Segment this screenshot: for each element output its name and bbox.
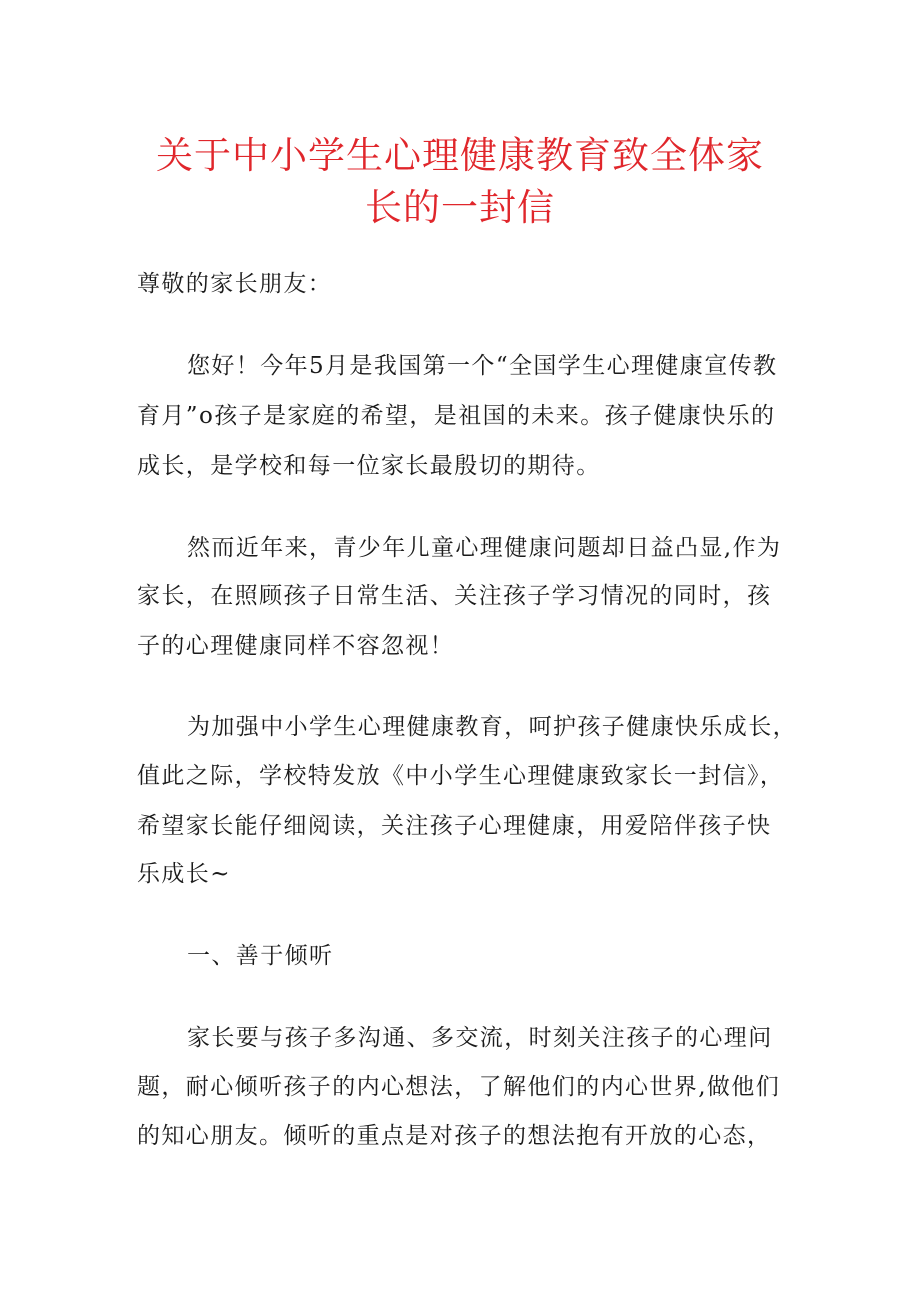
paragraph-5-line-1: 家长要与孩子多沟通、多交流，时刻关注孩子的心理问 [187, 1025, 773, 1051]
paragraph-5-line-3: 的知心朋友。倾听的重点是对孩子的想法抱有开放的心态， [137, 1123, 772, 1149]
paragraph-3-line-4: 乐成长~ [137, 861, 231, 887]
paragraph-2-line-1: 然而近年来，青少年儿童心理健康问题却日益凸显,作为 [187, 535, 782, 561]
paragraph-5-line-2: 题，耐心倾听孩子的内心想法，了解他们的内心世界,做他们 [137, 1074, 781, 1100]
title-line-1: 关于中小学生心理健康教育致全体家 [156, 134, 764, 177]
document-title [0, 130, 920, 234]
title-line-2: 长的一封信 [365, 186, 555, 229]
paragraph-1-line-3: 成长，是学校和每一位家长最殷切的期待。 [137, 453, 601, 479]
paragraph-2-line-2: 家长，在照顾孩子日常生活、关注孩子学习情况的同时，孩 [137, 583, 772, 609]
paragraph-3-line-1: 为加强中小学生心理健康教育，呵护孩子健康快乐成长， [187, 714, 797, 740]
paragraph-3-line-2: 值此之际，学校特发放《中小学生心理健康致家长一封信》， [137, 763, 785, 789]
salutation: 尊敬的家长朋友： [137, 271, 333, 297]
paragraph-1-line-2: 育月”o孩子是家庭的希望，是祖国的未来。孩子健康快乐的 [137, 403, 776, 429]
section-heading-listen: 一、善于倾听 [187, 943, 334, 969]
paragraph-3-line-3: 希望家长能仔细阅读，关注孩子心理健康，用爱陪伴孩子快 [137, 813, 772, 839]
paragraph-2-line-3: 子的心理健康同样不容忽视！ [137, 633, 455, 659]
paragraph-1-line-1: 您好！今年5月是我国第一个“全国学生心理健康宣传教 [187, 353, 778, 379]
